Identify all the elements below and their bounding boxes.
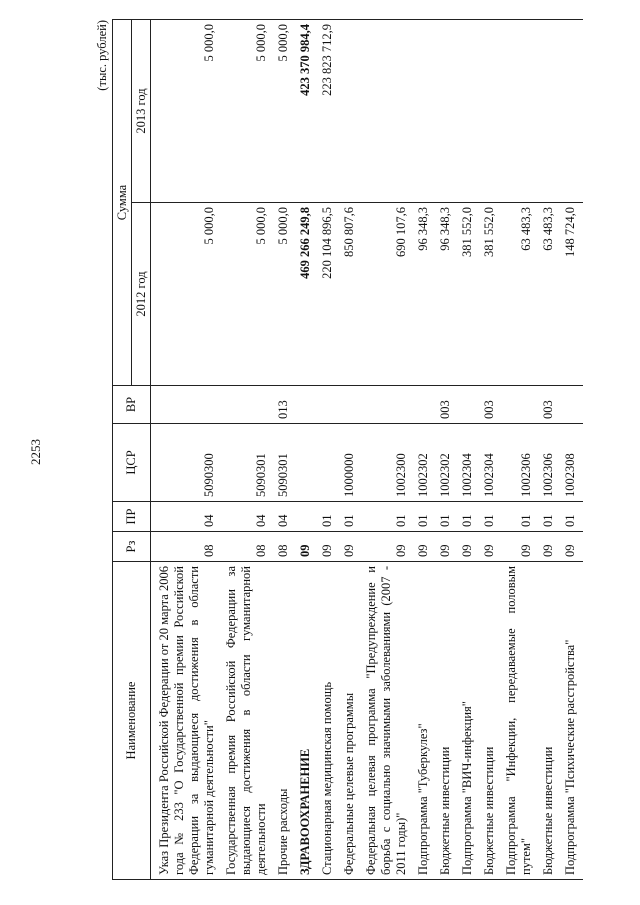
- header-year-2013: 2013 год: [132, 20, 151, 203]
- row-amount-2012: 5 000,0: [222, 203, 274, 386]
- header-year-2012: 2012 год: [132, 203, 151, 386]
- table-body: [151, 20, 584, 880]
- row-pr: 01: [539, 502, 561, 532]
- row-csr: 5090301: [222, 424, 274, 502]
- row-pr: 01: [414, 502, 436, 532]
- row-vr: [561, 386, 583, 424]
- row-pr: 01: [458, 502, 480, 532]
- row-rz: 08: [274, 532, 296, 562]
- row-vr: [502, 386, 539, 424]
- row-csr: 1002302: [414, 424, 436, 502]
- row-pr: 04: [151, 502, 223, 532]
- row-name: Бюджетные инвестиции: [539, 562, 561, 880]
- row-amount-2012: 5 000,0: [151, 203, 223, 386]
- row-amount-2013: [362, 20, 414, 203]
- row-rz: 09: [539, 532, 561, 562]
- row-rz: 09: [502, 532, 539, 562]
- row-name: Федеральные целевые программы: [340, 562, 362, 880]
- table-row: [458, 20, 480, 880]
- table-row: [362, 20, 414, 880]
- header-rz: Рз: [113, 532, 151, 562]
- row-pr: [296, 502, 318, 532]
- row-amount-2012: 96 348,3: [436, 203, 458, 386]
- row-amount-2013: 5 000,0: [151, 20, 223, 203]
- row-name: Стационарная медицинская помощь: [318, 562, 340, 880]
- row-pr: 01: [502, 502, 539, 532]
- row-pr: 01: [318, 502, 340, 532]
- row-name: Бюджетные инвестиции: [480, 562, 502, 880]
- row-csr: [318, 424, 340, 502]
- table-row: [222, 20, 274, 880]
- row-vr: [318, 386, 340, 424]
- row-amount-2012: 63 483,3: [539, 203, 561, 386]
- row-vr: [222, 386, 274, 424]
- row-amount-2013: 423 370 984,4: [296, 20, 318, 203]
- row-name: Прочие расходы: [274, 562, 296, 880]
- row-vr: 003: [539, 386, 561, 424]
- row-csr: 1002306: [539, 424, 561, 502]
- row-csr: 1002304: [458, 424, 480, 502]
- row-csr: 1002308: [561, 424, 583, 502]
- row-amount-2013: [480, 20, 502, 203]
- row-amount-2013: [458, 20, 480, 203]
- row-amount-2012: 850 807,6: [340, 203, 362, 386]
- row-rz: 08: [222, 532, 274, 562]
- row-csr: 1002306: [502, 424, 539, 502]
- row-csr: 1002300: [362, 424, 414, 502]
- row-rz: 09: [362, 532, 414, 562]
- row-csr: 5090300: [151, 424, 223, 502]
- row-name: Подпрограмма "Психические расстройства": [561, 562, 583, 880]
- row-amount-2013: [502, 20, 539, 203]
- header-sum: Сумма: [113, 20, 132, 386]
- row-amount-2012: 220 104 896,5: [318, 203, 340, 386]
- row-vr: [151, 386, 223, 424]
- row-pr: 01: [480, 502, 502, 532]
- row-amount-2012: 690 107,6: [362, 203, 414, 386]
- row-name: Бюджетные инвестиции: [436, 562, 458, 880]
- table-row: [436, 20, 458, 880]
- row-vr: 013: [274, 386, 296, 424]
- row-amount-2012: 63 483,3: [502, 203, 539, 386]
- row-pr: 01: [340, 502, 362, 532]
- row-amount-2012: 469 266 249,8: [296, 203, 318, 386]
- row-amount-2013: [414, 20, 436, 203]
- table-row: [340, 20, 362, 880]
- row-rz: 09: [458, 532, 480, 562]
- row-vr: [296, 386, 318, 424]
- table-row: [539, 20, 561, 880]
- row-rz: 09: [436, 532, 458, 562]
- row-pr: 01: [561, 502, 583, 532]
- table-row: [480, 20, 502, 880]
- rotated-table-area: [95, 20, 625, 880]
- table-row: [151, 20, 223, 880]
- row-amount-2013: [340, 20, 362, 203]
- row-name: Государственная премия Российской Федерации за выдающиеся достижения в области гуманитарной деятельности: [222, 562, 274, 880]
- row-name: Подпрограмма "ВИЧ-инфекция": [458, 562, 480, 880]
- row-rz: 08: [151, 532, 223, 562]
- row-name: Подпрограмма "Туберкулез": [414, 562, 436, 880]
- row-csr: 1002304: [480, 424, 502, 502]
- table-row: [274, 20, 296, 880]
- header-vr: ВР: [113, 386, 151, 424]
- table-row: [296, 20, 318, 880]
- row-amount-2013: 5 000,0: [222, 20, 274, 203]
- row-pr: 01: [436, 502, 458, 532]
- row-name: Подпрограмма "Инфекции, передаваемые половым путем": [502, 562, 539, 880]
- row-rz: 09: [480, 532, 502, 562]
- row-amount-2012: 381 552,0: [458, 203, 480, 386]
- unit-note: (тыс. рублей): [95, 20, 109, 91]
- table-row: [318, 20, 340, 880]
- row-name: Указ Президента Российской Федерации от 20 марта 2006 года № 233 "О Государственной премии Российской Федерации за выдающиеся достижения в области гуманитарной деятельности": [151, 562, 223, 880]
- row-amount-2012: 148 724,0: [561, 203, 583, 386]
- row-pr: 01: [362, 502, 414, 532]
- row-pr: 04: [222, 502, 274, 532]
- header-name: Наименование: [113, 562, 151, 880]
- row-amount-2013: [561, 20, 583, 203]
- row-vr: [362, 386, 414, 424]
- header-pr: ПР: [113, 502, 151, 532]
- budget-table: [112, 19, 583, 880]
- row-vr: [414, 386, 436, 424]
- row-csr: 1000000: [340, 424, 362, 502]
- row-csr: 1002302: [436, 424, 458, 502]
- row-amount-2012: 96 348,3: [414, 203, 436, 386]
- row-csr: [296, 424, 318, 502]
- table-row: [502, 20, 539, 880]
- row-amount-2012: 5 000,0: [274, 203, 296, 386]
- header-csr: ЦСР: [113, 424, 151, 502]
- row-amount-2012: 381 552,0: [480, 203, 502, 386]
- row-rz: 09: [561, 532, 583, 562]
- row-rz: 09: [414, 532, 436, 562]
- row-rz: 09: [318, 532, 340, 562]
- table-header: [113, 20, 151, 880]
- row-rz: 09: [296, 532, 318, 562]
- row-amount-2013: [436, 20, 458, 203]
- table-row: [561, 20, 583, 880]
- row-vr: 003: [480, 386, 502, 424]
- row-csr: 5090301: [274, 424, 296, 502]
- row-vr: [340, 386, 362, 424]
- row-amount-2013: 223 823 712,9: [318, 20, 340, 203]
- page-number: 2253: [28, 439, 43, 465]
- row-amount-2013: [539, 20, 561, 203]
- row-amount-2013: 5 000,0: [274, 20, 296, 203]
- row-name: ЗДРАВООХРАНЕНИЕ: [296, 562, 318, 880]
- row-name: Федеральная целевая программа "Предупреждение и борьба с социально значимыми заболеваниями (2007 - 2011 годы)": [362, 562, 414, 880]
- row-rz: 09: [340, 532, 362, 562]
- row-vr: 003: [436, 386, 458, 424]
- table-row: [414, 20, 436, 880]
- row-pr: 04: [274, 502, 296, 532]
- row-vr: [458, 386, 480, 424]
